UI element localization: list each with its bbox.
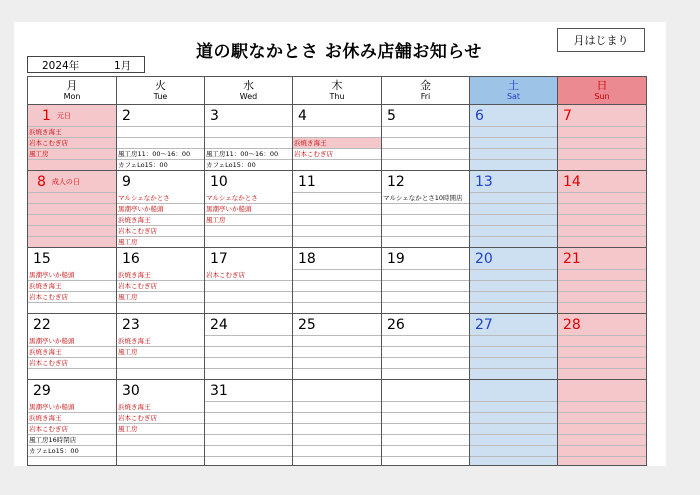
event-entry: 浜焼き海王: [28, 413, 117, 424]
year-label: 2024年: [42, 60, 80, 72]
event-row: [28, 270, 647, 281]
event-entry: 黒潮亭いか船頭: [117, 204, 205, 215]
event-row: [28, 336, 647, 347]
event-entry: 岩本こむぎ店: [28, 138, 117, 149]
weekday-header: [28, 77, 647, 105]
event-entry: 浜焼き海王: [28, 281, 117, 292]
event-row: [28, 402, 647, 413]
day-number: 20: [475, 251, 493, 267]
event-row: [28, 160, 647, 171]
event-entry: 浜焼き海王: [117, 336, 205, 347]
event-entry: 岩本こむぎ店: [293, 149, 382, 160]
day-cell-25[interactable]: [293, 314, 382, 336]
day-number: 22: [33, 317, 51, 333]
weekday-en: Tue: [153, 92, 168, 101]
event-entry: マルシェなかとさ10時開店: [382, 193, 470, 204]
filler-row: [28, 457, 647, 466]
event-row: [28, 369, 647, 380]
event-entry: カフェLo15：00: [205, 160, 293, 171]
event-row: [28, 303, 647, 314]
day-number: 11: [298, 174, 316, 190]
day-number: 13: [475, 174, 493, 190]
week-5-dates: [28, 380, 647, 402]
event-row: [28, 446, 647, 457]
weekday-mon: [28, 77, 117, 105]
event-row: [28, 127, 647, 138]
year-month-field[interactable]: [27, 56, 145, 73]
week-2-dates: [28, 171, 647, 193]
event-entry: 風工房: [117, 292, 205, 303]
event-entry: 風工房11：00〜16：00: [117, 149, 205, 160]
weekday-en: Wed: [239, 92, 258, 101]
event-row: [28, 204, 647, 215]
day-cell-1[interactable]: [28, 105, 117, 127]
day-cell-15[interactable]: [28, 248, 117, 270]
weekday-en: Sat: [506, 92, 521, 101]
day-cell-19[interactable]: [382, 248, 470, 270]
event-row: [28, 138, 647, 149]
day-number: 12: [387, 174, 405, 190]
event-entry: 黒潮亭いか船頭: [28, 270, 117, 281]
event-entry: 浜焼き海王: [117, 215, 205, 226]
event-entry: 岩本こむぎ店: [28, 358, 117, 369]
weekday-ja: 月: [66, 79, 78, 92]
weekday-thu: [293, 77, 382, 105]
day-cell-9[interactable]: [117, 171, 205, 193]
event-entry: 風工房: [117, 347, 205, 358]
day-number: 31: [210, 383, 228, 399]
weekday-en: Sun: [594, 92, 610, 101]
event-row: [28, 193, 647, 204]
day-cell-21[interactable]: [558, 248, 647, 270]
event-entry: 浜焼き海王: [293, 138, 382, 149]
day-cell-30[interactable]: [117, 380, 205, 402]
event-entry: 岩本こむぎ店: [117, 413, 205, 424]
day-number: 7: [563, 108, 572, 124]
event-entry: 浜焼き海王: [28, 347, 117, 358]
day-number: 24: [210, 317, 228, 333]
day-number: 10: [210, 174, 228, 190]
calendar-grid: [27, 76, 647, 466]
weekday-ja: 火: [155, 79, 166, 92]
day-cell-26[interactable]: [382, 314, 470, 336]
event-entry: 黒潮亭いか船頭: [28, 336, 117, 347]
day-number: 19: [387, 251, 405, 267]
day-cell-29[interactable]: [28, 380, 117, 402]
event-entry: カフェLo15：00: [28, 446, 117, 457]
day-cell-10[interactable]: [205, 171, 293, 193]
day-number: 6: [475, 108, 484, 124]
weekday-ja: 木: [331, 79, 343, 92]
day-cell-6[interactable]: [470, 105, 558, 127]
event-row: [28, 435, 647, 446]
day-cell-12[interactable]: [382, 171, 470, 193]
event-row: [28, 149, 647, 160]
day-number: 16: [122, 251, 140, 267]
event-row: [28, 424, 647, 435]
day-cell-3[interactable]: [205, 105, 293, 127]
day-number: 27: [475, 317, 493, 333]
day-cell-2[interactable]: [117, 105, 205, 127]
event-row: [28, 281, 647, 292]
day-number: 30: [122, 383, 140, 399]
month-label: 1月: [114, 60, 132, 72]
day-cell-17[interactable]: [205, 248, 293, 270]
weekday-sat: [470, 77, 558, 105]
weekday-en: Mon: [63, 92, 81, 101]
event-entry: 風工房: [205, 215, 293, 226]
event-entry: 風工房: [117, 424, 205, 435]
day-number: 4: [298, 108, 307, 124]
day-number: 2: [122, 108, 131, 124]
day-cell-24[interactable]: [205, 314, 293, 336]
day-cell-27[interactable]: [470, 314, 558, 336]
day-cell-5[interactable]: [382, 105, 470, 127]
event-entry: マルシェなかとさ: [117, 193, 205, 204]
event-row: [28, 347, 647, 358]
event-row: [28, 237, 647, 248]
event-row: [28, 215, 647, 226]
weekday-ja: 土: [508, 79, 519, 92]
event-entry: 岩本こむぎ店: [28, 424, 117, 435]
holiday-label: 成人の日: [51, 178, 80, 186]
month-start-button[interactable]: 月はじまり: [557, 28, 645, 52]
event-entry: 浜焼き海王: [28, 127, 117, 138]
day-number: 15: [33, 251, 51, 267]
day-number: 28: [563, 317, 581, 333]
day-cell-8[interactable]: [28, 171, 117, 193]
weekday-tue: [117, 77, 205, 105]
event-entry: 風工房11：00〜16：00: [205, 149, 293, 160]
event-entry: 岩本こむぎ店: [117, 226, 205, 237]
event-entry: マルシェなかとさ: [205, 193, 293, 204]
day-number: 17: [210, 251, 228, 267]
weekday-sun: [558, 77, 647, 105]
weekday-ja: 日: [596, 79, 608, 92]
event-row: [28, 226, 647, 237]
week-3-dates: [28, 248, 647, 270]
weekday-ja: 水: [243, 79, 254, 92]
day-cell-23[interactable]: [117, 314, 205, 336]
day-cell-16[interactable]: [117, 248, 205, 270]
day-number: 3: [210, 108, 219, 124]
day-number: 21: [563, 251, 581, 267]
week-4-dates: [28, 314, 647, 336]
day-cell-13[interactable]: [470, 171, 558, 193]
day-number: 26: [387, 317, 405, 333]
event-entry: 浜焼き海王: [117, 270, 205, 281]
weekday-wed: [205, 77, 293, 105]
event-entry: 黒潮亭いか船頭: [28, 402, 117, 413]
holiday-label: 元日: [56, 112, 71, 120]
weekday-ja: 金: [420, 79, 431, 92]
weekday-fri: [382, 77, 470, 105]
day-cell-14[interactable]: [558, 171, 647, 193]
day-cell-7[interactable]: [558, 105, 647, 127]
weekday-en: Thu: [329, 92, 345, 101]
day-number: 5: [387, 108, 396, 124]
day-number: 29: [33, 383, 51, 399]
event-entry: 風工房: [28, 149, 117, 160]
event-entry: 岩本こむぎ店: [28, 292, 117, 303]
day-number: 25: [298, 317, 316, 333]
day-cell-22[interactable]: [28, 314, 117, 336]
event-row: [28, 358, 647, 369]
event-entry: 風工房: [117, 237, 205, 248]
day-cell-11[interactable]: [293, 171, 382, 193]
day-number: 23: [122, 317, 140, 333]
day-cell-31[interactable]: [205, 380, 293, 402]
day-number: 8: [37, 174, 46, 190]
day-cell-18[interactable]: [293, 248, 382, 270]
event-entry: カフェLo15：00: [117, 160, 205, 171]
day-number: 9: [122, 174, 131, 190]
day-cell-4[interactable]: [293, 105, 382, 127]
day-number: 1: [42, 108, 51, 124]
event-row: [28, 413, 647, 424]
day-cell-28[interactable]: [558, 314, 647, 336]
week-1-dates: [28, 105, 647, 127]
day-cell-20[interactable]: [470, 248, 558, 270]
page-title: 道の駅なかとさ お休み店舗お知らせ: [196, 42, 482, 62]
event-entry: 浜焼き海王: [117, 402, 205, 413]
event-entry: 風工房16時閉店: [28, 435, 117, 446]
event-entry: 黒潮亭いか船頭: [205, 204, 293, 215]
event-row: [28, 292, 647, 303]
day-number: 18: [298, 251, 316, 267]
weekday-en: Fri: [420, 92, 431, 101]
event-entry: 岩本こむぎ店: [117, 281, 205, 292]
event-entry: 岩本こむぎ店: [205, 270, 293, 281]
day-number: 14: [563, 174, 581, 190]
